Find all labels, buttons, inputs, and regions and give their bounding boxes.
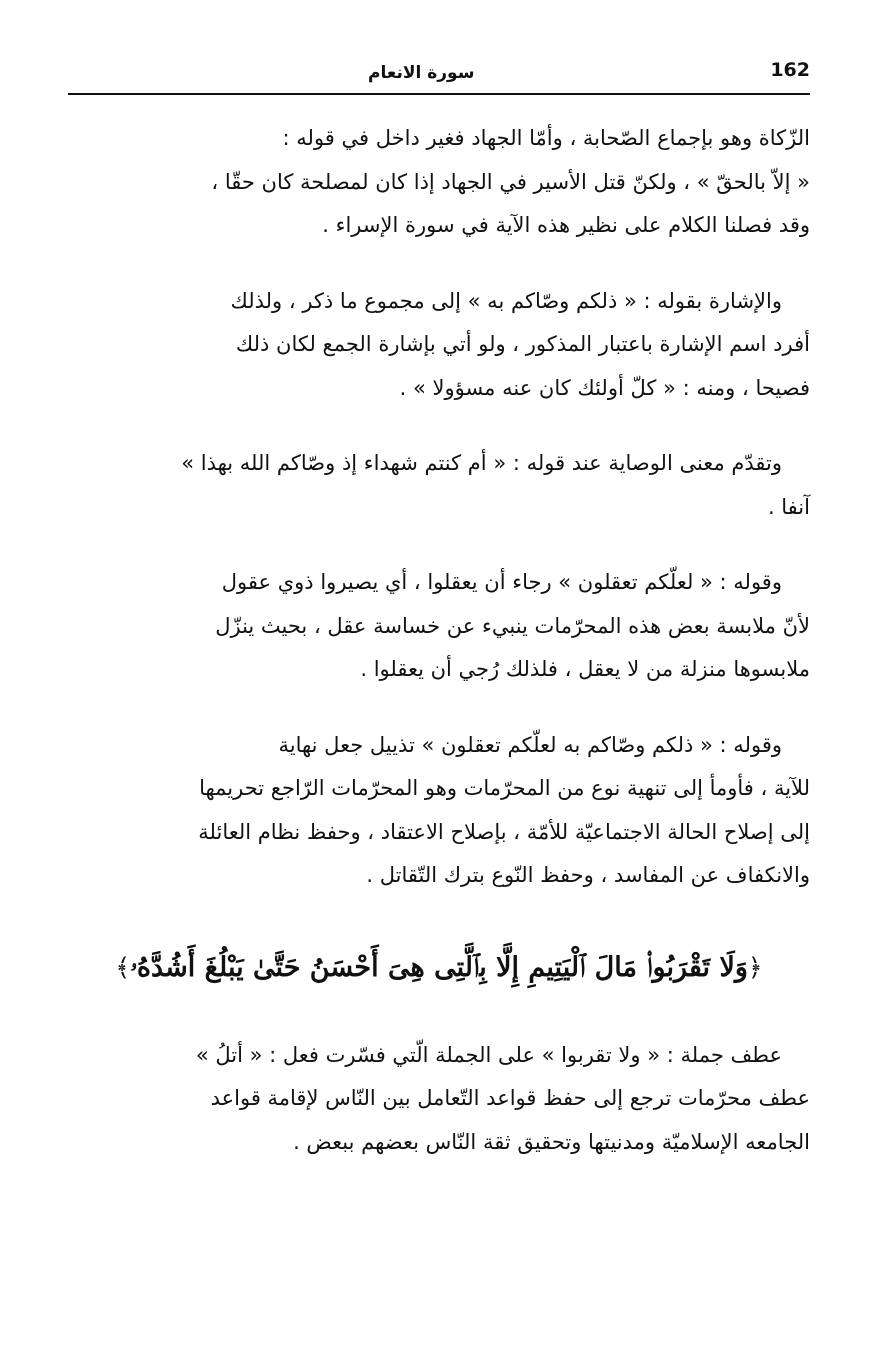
paragraph-2-cont [68, 323, 810, 410]
paragraph-line: والإشارة بقوله : « ذلكم وصّاكم به » إلى مجموع ما ذكر ، ولذلك [230, 288, 782, 313]
book-page [68, 55, 810, 1164]
paragraph-line: إلى إصلاح الحالة الاجتماعيّة للأمّة ، بإصلاح الاعتقاد ، وحفظ نظام العائلة [198, 819, 810, 844]
surah-title: سورة الانعام [368, 63, 475, 83]
paragraph-2 [68, 280, 810, 324]
paragraph-line: لأنّ ملابسة بعض هذه المحرّمات ينبيء عن خساسة عقل ، بحيث ينزّل [215, 613, 810, 638]
paragraph-line: الزّكاة وهو بإجماع الصّحابة ، وأمّا الجهاد فغير داخل في قوله : [282, 126, 810, 150]
paragraph-3 [68, 442, 810, 529]
paragraph-line: وقوله : « لعلّكم تعقلون » رجاء أن يعقلوا ، أي يصيروا ذوي عقول [221, 570, 782, 594]
paragraph-1 [68, 117, 810, 248]
paragraph-line: « إلاّ بالحقّ » ، ولكنّ قتل الأسير في الجهاد إذا كان لمصلحة كان حقّا ، [211, 169, 810, 194]
paragraph-line: آنفا . [767, 494, 810, 519]
paragraph-line: والانكفاف عن المفاسد ، وحفظ النّوع بترك التّقاتل . [366, 863, 810, 887]
quran-verse [68, 946, 810, 990]
paragraph-line: وقوله : « ذلكم وصّاكم به لعلّكم تعقلون » تذييل جعل نهاية [278, 732, 782, 757]
header-rule [68, 93, 810, 95]
verse-open-bracket: ﴿ [747, 952, 763, 982]
paragraph-line: عطف جملة : « ولا تقربوا » على الجملة الّتي فسّرت فعل : « أتلُ » [195, 1042, 782, 1067]
paragraph-line: وتقدّم معنى الوصاية عند قوله : « أم كنتم شهداء إذ وصّاكم الله بهذا » [181, 451, 782, 475]
paragraph-line: الجامعه الإسلاميّة ومدنيتها وتحقيق ثقة النّاس بعضهم ببعض . [293, 1129, 810, 1154]
paragraph-line: ملابسوها منزلة من لا يعقل ، فلذلك رُجي أن يعقلوا . [360, 657, 810, 681]
page-header [68, 55, 810, 95]
paragraph-line: للآية ، فأومأ إلى تنهية نوع من المحرّمات وهو المحرّمات الرّاجع تحريمها [199, 776, 810, 800]
paragraph-line: فصيحا ، ومنه : « كلّ أولئك كان عنه مسؤولا » . [399, 375, 810, 400]
verse-close-bracket: ﴾ [115, 952, 131, 982]
page-number: 162 [770, 59, 810, 81]
paragraph-6 [68, 1034, 810, 1165]
paragraph-line: وقد فصلنا الكلام على نظير هذه الآية في سورة الإسراء . [322, 213, 810, 237]
paragraph-4 [68, 561, 810, 692]
paragraph-line: أفرد اسم الإشارة باعتبار المذكور ، ولو أتي بإشارة الجمع لكان ذلك [235, 332, 810, 356]
paragraph-5 [68, 724, 810, 898]
paragraph-line: عطف محرّمات ترجع إلى حفظ قواعد التّعامل بين النّاس لإقامة قواعد [210, 1086, 810, 1110]
verse-text: وَلَا تَقْرَبُوا۟ مَالَ ٱلْيَتِيمِ إِلَّا بِٱلَّتِى هِىَ أَحْسَنُ حَتَّىٰ يَبْلُغَ أَشُدَّهُۥ [130, 951, 748, 983]
